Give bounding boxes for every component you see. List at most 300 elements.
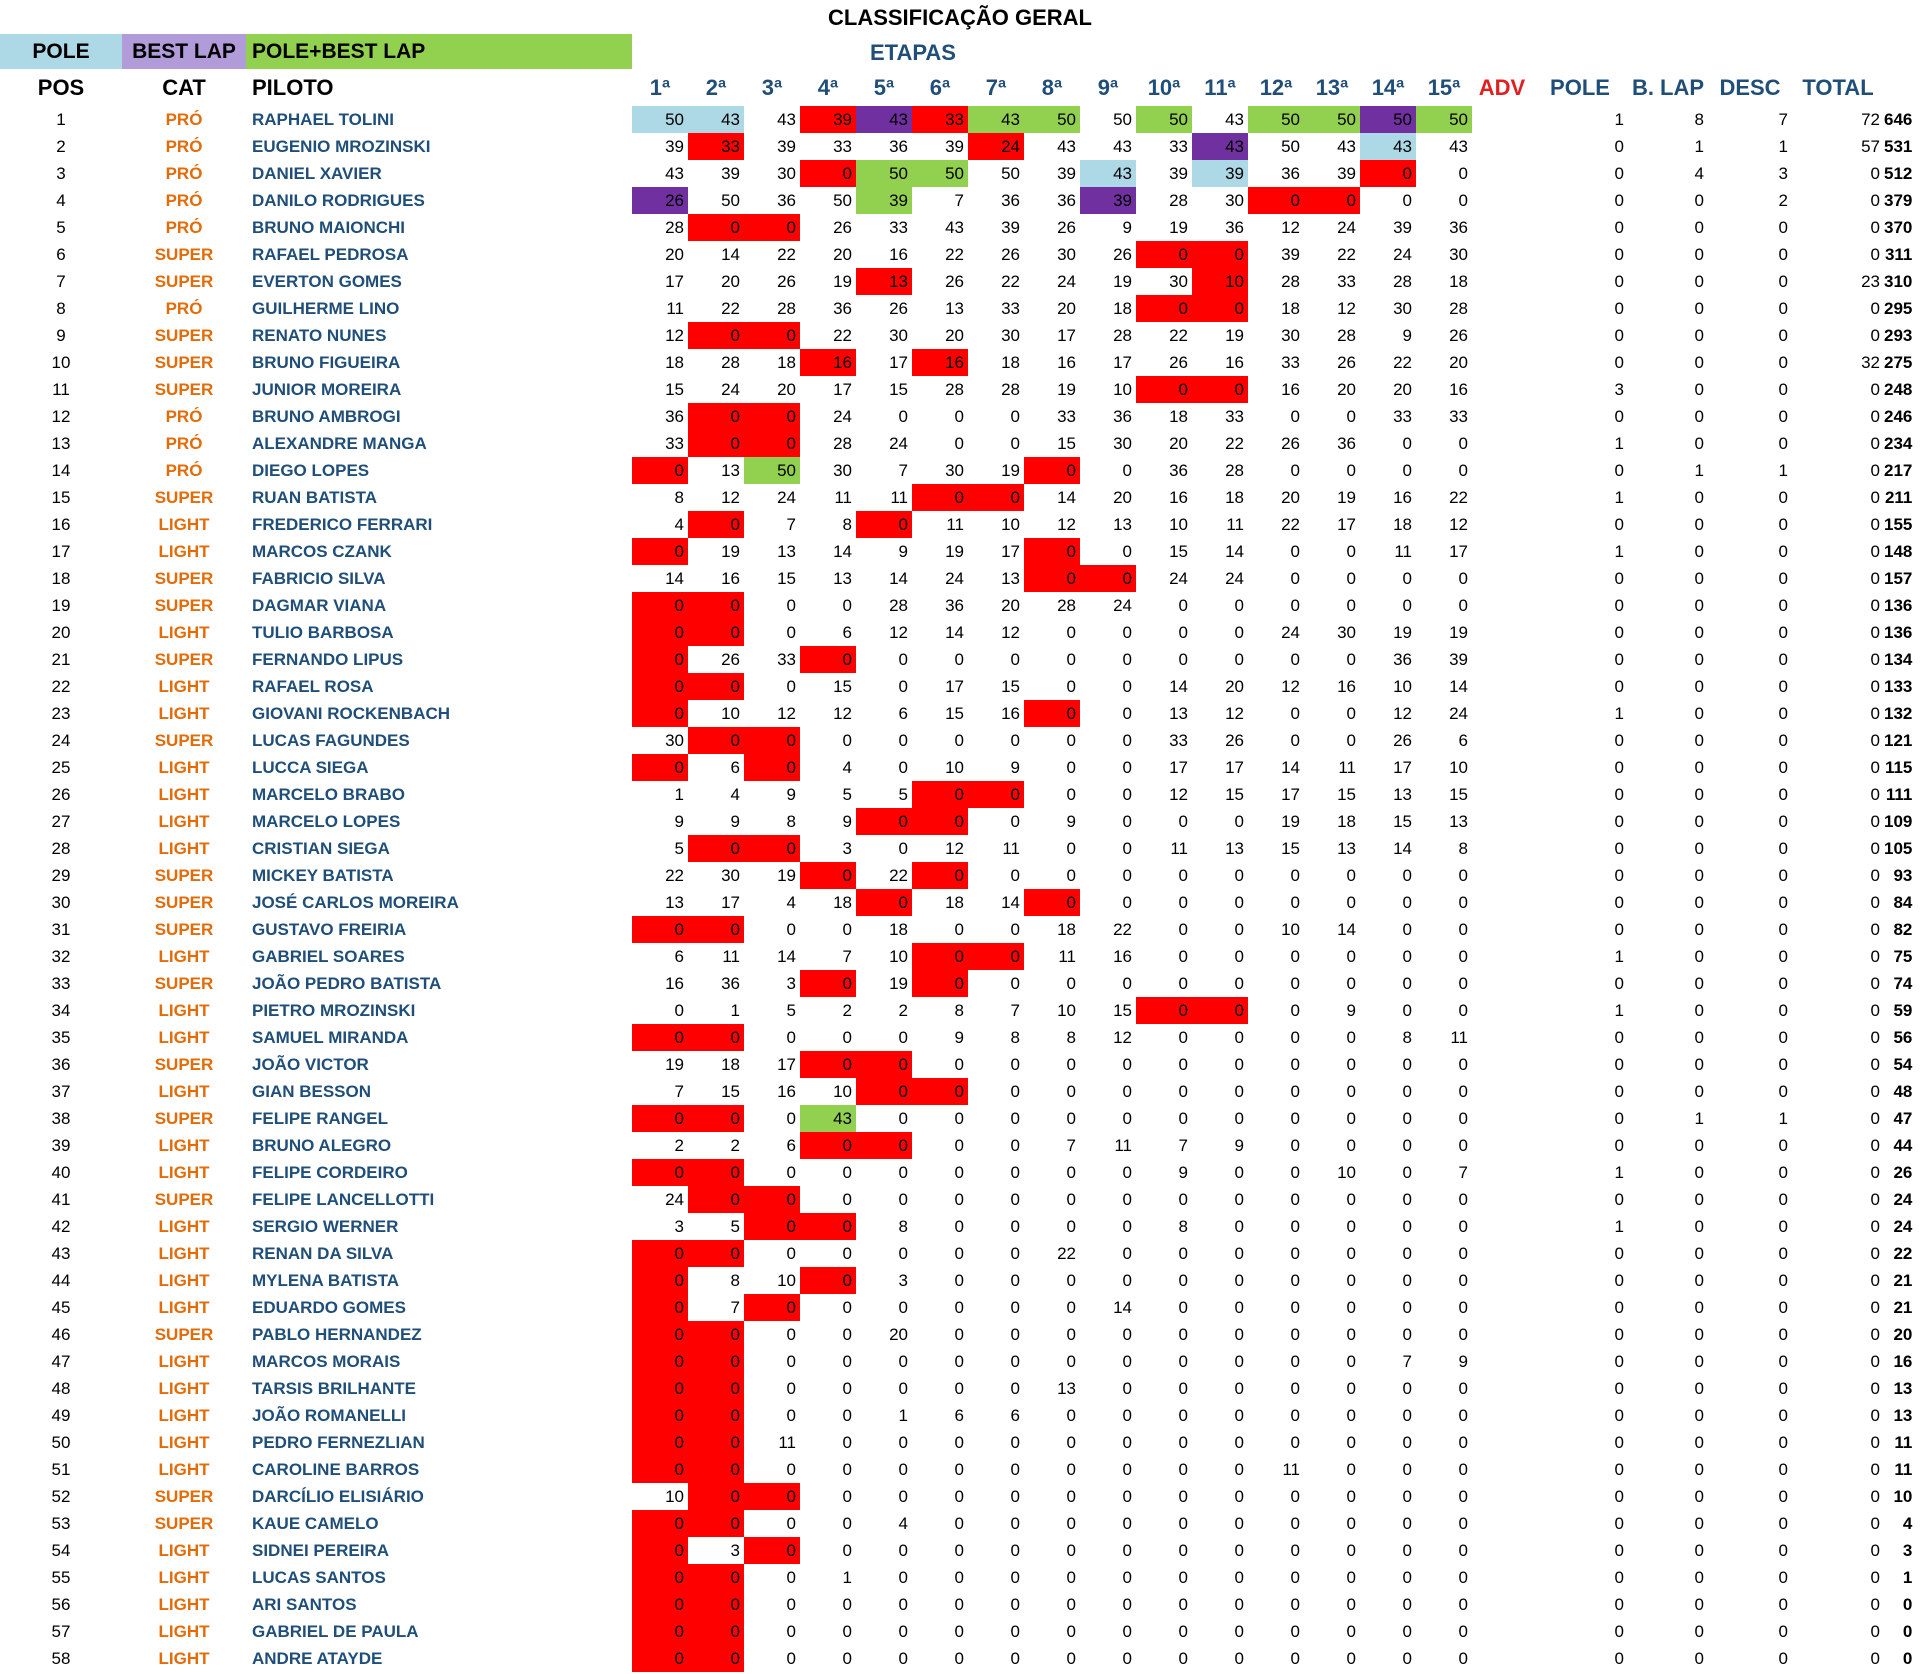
stage-points: 0: [1290, 1108, 1300, 1128]
stage-points: 0: [1178, 811, 1188, 831]
stage-points: 0: [1234, 1216, 1244, 1236]
table-row: [0, 430, 1916, 457]
total-cell: 93: [1893, 865, 1913, 885]
category-cell: LIGHT: [158, 1027, 210, 1047]
stage-points: 0: [1290, 1081, 1300, 1101]
stage-points: 14: [1001, 892, 1020, 912]
extra-count: 1: [1778, 136, 1788, 156]
stage-points: 0: [842, 1189, 852, 1209]
driver-name: BRUNO MAIONCHI: [252, 217, 405, 237]
stage-points: 0: [1458, 1081, 1468, 1101]
pole-count: 0: [1614, 514, 1624, 534]
category-cell: SUPER: [154, 919, 214, 939]
stage-points: 26: [1001, 244, 1020, 264]
total-cell: 134: [1884, 649, 1913, 669]
stage-points: 28: [945, 379, 964, 399]
pos-cell: 16: [51, 514, 71, 534]
adv-cell: [1472, 970, 1532, 997]
desc-cell: 0: [1870, 541, 1880, 561]
adv-cell: [1472, 1402, 1532, 1429]
stage-points: 1: [730, 1000, 740, 1020]
stage-points: 15: [945, 703, 964, 723]
header-stage: 1ª: [649, 75, 671, 100]
desc-cell: 0: [1870, 811, 1880, 831]
best-lap-count: 0: [1694, 1513, 1704, 1533]
driver-name: JOSÉ CARLOS MOREIRA: [252, 892, 459, 912]
stage-points: 19: [1113, 271, 1132, 291]
extra-count: 0: [1778, 379, 1788, 399]
best-lap-count: 0: [1694, 973, 1704, 993]
stage-points: 0: [786, 1243, 796, 1263]
desc-cell: 0: [1870, 892, 1880, 912]
stage-points: 16: [912, 349, 968, 376]
extra-count: 0: [1778, 1594, 1788, 1614]
stage-points: 0: [1178, 1594, 1188, 1614]
adv-cell: [1472, 997, 1532, 1024]
total-cell: 136: [1884, 595, 1913, 615]
stage-points: 16: [1113, 946, 1132, 966]
stage-points: 0: [1290, 1594, 1300, 1614]
adv-cell: [1472, 1348, 1532, 1375]
stage-points: 1: [674, 784, 684, 804]
stage-points: 20: [665, 244, 684, 264]
stage-points: 14: [721, 244, 740, 264]
stage-points: 0: [1290, 1513, 1300, 1533]
stage-points: 0: [632, 1456, 688, 1483]
stage-points: 17: [1113, 352, 1132, 372]
best-lap-count: 0: [1694, 811, 1704, 831]
stage-points: 26: [777, 271, 796, 291]
stage-points: 0: [1458, 1405, 1468, 1425]
desc-cell: 0: [1870, 784, 1880, 804]
extra-count: 0: [1778, 1216, 1788, 1236]
table-row: [0, 565, 1916, 592]
stage-points: 10: [1057, 1000, 1076, 1020]
extra-count: 0: [1778, 1162, 1788, 1182]
stage-points: 9: [954, 1027, 964, 1047]
pos-cell: 55: [51, 1567, 71, 1587]
stage-points: 0: [1346, 1567, 1356, 1587]
pole-count: 0: [1614, 757, 1624, 777]
table-row: [0, 1429, 1916, 1456]
header-stage: 2ª: [705, 75, 727, 100]
stage-points: 0: [688, 835, 744, 862]
stage-points: 0: [912, 943, 968, 970]
stage-points: 22: [889, 865, 908, 885]
desc-cell: 0: [1870, 1108, 1880, 1128]
stage-points: 0: [1192, 295, 1248, 322]
stage-points: 0: [1010, 919, 1020, 939]
stage-points: 50: [1024, 106, 1080, 133]
category-cell: PRÓ: [165, 136, 203, 156]
stage-points: 12: [665, 325, 684, 345]
pos-cell: 4: [56, 190, 66, 210]
stage-points: 9: [1346, 1000, 1356, 1020]
best-lap-count: 0: [1694, 1243, 1704, 1263]
stage-points: 6: [786, 1135, 796, 1155]
driver-name: PEDRO FERNEZLIAN: [252, 1432, 425, 1452]
stage-points: 8: [786, 811, 796, 831]
stage-points: 0: [842, 1648, 852, 1668]
category-cell: LIGHT: [158, 1378, 210, 1398]
stage-points: 18: [1225, 487, 1244, 507]
extra-count: 0: [1778, 568, 1788, 588]
desc-cell: 0: [1870, 379, 1880, 399]
stage-points: 39: [1393, 217, 1412, 237]
pos-cell: 12: [51, 406, 71, 426]
stage-points: 0: [1024, 538, 1080, 565]
stage-points: 20: [1281, 487, 1300, 507]
stage-points: 8: [1402, 1027, 1412, 1047]
stage-points: 0: [1458, 973, 1468, 993]
pole-count: 0: [1614, 1054, 1624, 1074]
pole-count: 1: [1614, 109, 1624, 129]
stage-points: 0: [1234, 1054, 1244, 1074]
driver-name: LUCAS SANTOS: [252, 1567, 386, 1587]
header-row: [0, 70, 1916, 106]
stage-points: 0: [1178, 622, 1188, 642]
stage-points: 0: [786, 1405, 796, 1425]
stage-points: 12: [1281, 676, 1300, 696]
stage-points: 0: [1122, 1378, 1132, 1398]
stage-points: 17: [889, 352, 908, 372]
stage-points: 39: [721, 163, 740, 183]
pole-count: 0: [1614, 271, 1624, 291]
stage-points: 20: [777, 379, 796, 399]
stage-points: 33: [1057, 406, 1076, 426]
driver-name: ANDRE ATAYDE: [252, 1648, 383, 1668]
stage-points: 0: [1178, 946, 1188, 966]
category-cell: SUPER: [154, 352, 214, 372]
page-title: CLASSIFICAÇÃO GERAL: [828, 5, 1092, 30]
stage-points: 0: [1290, 1297, 1300, 1317]
stage-points: 0: [1234, 1459, 1244, 1479]
desc-cell: 0: [1870, 622, 1880, 642]
best-lap-count: 1: [1694, 1108, 1704, 1128]
driver-name: GIAN BESSON: [252, 1081, 372, 1101]
stage-points: 50: [1416, 106, 1472, 133]
stage-points: 0: [912, 781, 968, 808]
best-lap-count: 0: [1694, 622, 1704, 642]
stage-points: 30: [945, 460, 964, 480]
total-cell: 10: [1893, 1486, 1913, 1506]
stage-points: 0: [1290, 1567, 1300, 1587]
total-cell: 1: [1902, 1567, 1913, 1587]
stage-points: 0: [688, 1618, 744, 1645]
stage-points: 11: [778, 1432, 796, 1452]
desc-cell: 0: [1870, 649, 1880, 669]
stage-points: 0: [1066, 1567, 1076, 1587]
stage-points: 0: [1122, 1594, 1132, 1614]
driver-name: LUCCA SIEGA: [252, 757, 369, 777]
stage-points: 0: [898, 1351, 908, 1371]
stage-points: 0: [688, 1375, 744, 1402]
stage-points: 0: [1290, 460, 1300, 480]
stage-points: 6: [1010, 1405, 1020, 1425]
desc-cell: 0: [1870, 1378, 1880, 1398]
best-lap-count: 0: [1694, 352, 1704, 372]
stage-points: 0: [1136, 241, 1192, 268]
adv-cell: [1472, 1645, 1532, 1672]
stage-points: 0: [1010, 1378, 1020, 1398]
pole-count: 0: [1614, 352, 1624, 372]
adv-cell: [1472, 916, 1532, 943]
extra-count: 7: [1778, 109, 1788, 129]
stage-points: 0: [1346, 1594, 1356, 1614]
total-cell: 293: [1884, 325, 1913, 345]
pos-cell: 58: [51, 1648, 71, 1668]
stage-points: 0: [1066, 1486, 1076, 1506]
best-lap-count: 0: [1694, 433, 1704, 453]
pos-cell: 36: [51, 1054, 71, 1074]
desc-cell: 0: [1870, 757, 1880, 777]
best-lap-count: 0: [1694, 757, 1704, 777]
adv-cell: [1472, 1456, 1532, 1483]
stage-points: 12: [1449, 514, 1468, 534]
adv-cell: [1472, 1591, 1532, 1618]
stage-points: 0: [1402, 1567, 1412, 1587]
total-cell: 54: [1893, 1054, 1913, 1074]
table-row: [0, 970, 1916, 997]
stage-points: 30: [1113, 433, 1132, 453]
stage-points: 0: [1010, 811, 1020, 831]
stage-points: 0: [1458, 595, 1468, 615]
stage-points: 0: [842, 1594, 852, 1614]
stage-points: 8: [842, 514, 852, 534]
category-cell: SUPER: [154, 244, 214, 264]
best-lap-count: 1: [1694, 136, 1704, 156]
pole-count: 0: [1614, 784, 1624, 804]
stage-points: 0: [632, 1429, 688, 1456]
stage-points: 0: [1402, 919, 1412, 939]
stage-points: 7: [1178, 1135, 1188, 1155]
stage-points: 17: [665, 271, 684, 291]
stage-points: 0: [1234, 595, 1244, 615]
stage-points: 43: [1225, 109, 1244, 129]
stage-points: 0: [1178, 1297, 1188, 1317]
pole-count: 0: [1614, 919, 1624, 939]
total-cell: 295: [1884, 298, 1913, 318]
stage-points: 0: [1024, 457, 1080, 484]
extra-count: 0: [1778, 622, 1788, 642]
stage-points: 43: [1057, 136, 1076, 156]
category-cell: SUPER: [154, 1324, 214, 1344]
table-row: [0, 511, 1916, 538]
extra-count: 0: [1778, 919, 1788, 939]
stage-points: 17: [1169, 757, 1188, 777]
adv-cell: [1472, 1267, 1532, 1294]
pos-cell: 57: [51, 1621, 71, 1641]
legend-pole: POLE: [0, 34, 122, 69]
desc-cell: 0: [1870, 865, 1880, 885]
stage-points: 0: [1136, 295, 1192, 322]
stage-points: 0: [856, 1051, 912, 1078]
stage-points: 0: [1010, 406, 1020, 426]
stage-points: 0: [968, 943, 1024, 970]
category-cell: LIGHT: [158, 784, 210, 804]
stage-points: 0: [744, 1294, 800, 1321]
driver-name: JOÃO PEDRO BATISTA: [252, 973, 442, 993]
pos-cell: 27: [51, 811, 71, 831]
stage-points: 0: [744, 430, 800, 457]
legend-best-lap: BEST LAP: [122, 34, 246, 69]
stage-points: 0: [688, 322, 744, 349]
category-cell: SUPER: [154, 1108, 214, 1128]
stage-points: 0: [1066, 838, 1076, 858]
table-row: [0, 1375, 1916, 1402]
category-cell: LIGHT: [158, 1000, 210, 1020]
stage-points: 33: [1169, 730, 1188, 750]
driver-name: RUAN BATISTA: [252, 487, 377, 507]
pos-cell: 35: [51, 1027, 71, 1047]
table-row: [0, 1024, 1916, 1051]
stage-points: 0: [1010, 1081, 1020, 1101]
stage-points: 0: [786, 622, 796, 642]
stage-points: 26: [1169, 352, 1188, 372]
stage-points: 30: [1449, 244, 1468, 264]
pole-count: 0: [1614, 1135, 1624, 1155]
pole-count: 1: [1614, 433, 1624, 453]
stage-points: 0: [1234, 865, 1244, 885]
total-cell: 512: [1884, 163, 1913, 183]
driver-name: MARCOS CZANK: [252, 541, 392, 561]
category-cell: LIGHT: [158, 1297, 210, 1317]
desc-cell: 0: [1870, 1459, 1880, 1479]
total-cell: 4: [1902, 1513, 1913, 1533]
stage-points: 0: [1346, 865, 1356, 885]
stage-points: 0: [1066, 865, 1076, 885]
stage-points: 0: [688, 727, 744, 754]
stage-points: 20: [1169, 433, 1188, 453]
pos-cell: 17: [51, 541, 71, 561]
stage-points: 0: [1346, 1297, 1356, 1317]
stage-points: 0: [1234, 622, 1244, 642]
stage-points: 22: [1337, 244, 1356, 264]
stage-points: 0: [1290, 946, 1300, 966]
stage-points: 0: [1402, 1459, 1412, 1479]
stage-points: 0: [632, 1348, 688, 1375]
driver-name: LUCAS FAGUNDES: [252, 730, 410, 750]
desc-cell: 0: [1870, 1513, 1880, 1533]
stage-points: 0: [1458, 1297, 1468, 1317]
desc-cell: 0: [1870, 1000, 1880, 1020]
pole-count: 0: [1614, 1270, 1624, 1290]
header-stage: 12ª: [1259, 75, 1293, 100]
extra-count: 0: [1778, 1432, 1788, 1452]
pole-count: 1: [1614, 1162, 1624, 1182]
stage-points: 0: [688, 619, 744, 646]
extra-count: 0: [1778, 244, 1788, 264]
category-cell: SUPER: [154, 271, 214, 291]
stage-points: 28: [721, 352, 740, 372]
best-lap-count: 0: [1694, 1648, 1704, 1668]
stage-points: 0: [1290, 1000, 1300, 1020]
stage-points: 0: [632, 1159, 688, 1186]
stage-points: 0: [1122, 1081, 1132, 1101]
category-cell: PRÓ: [165, 460, 203, 480]
stage-points: 0: [688, 430, 744, 457]
category-cell: LIGHT: [158, 811, 210, 831]
stage-points: 0: [1402, 946, 1412, 966]
stage-points: 0: [1346, 1378, 1356, 1398]
best-lap-count: 0: [1694, 1216, 1704, 1236]
adv-cell: [1472, 511, 1532, 538]
pos-cell: 9: [56, 325, 66, 345]
stage-points: 3: [842, 838, 852, 858]
stage-points: 0: [842, 595, 852, 615]
stage-points: 0: [1234, 1243, 1244, 1263]
category-cell: LIGHT: [158, 622, 210, 642]
driver-name: GIOVANI ROCKENBACH: [252, 703, 451, 723]
stage-points: 0: [1122, 1540, 1132, 1560]
stage-points: 9: [898, 541, 908, 561]
stage-points: 13: [1169, 703, 1188, 723]
category-cell: LIGHT: [158, 1243, 210, 1263]
desc-cell: 0: [1870, 1621, 1880, 1641]
stage-points: 0: [632, 754, 688, 781]
driver-name: MARCELO LOPES: [252, 811, 401, 831]
best-lap-count: 0: [1694, 1162, 1704, 1182]
stage-points: 11: [1170, 838, 1188, 858]
best-lap-count: 0: [1694, 865, 1704, 885]
stage-points: 14: [1169, 676, 1188, 696]
stage-points: 0: [1346, 1243, 1356, 1263]
extra-count: 0: [1778, 784, 1788, 804]
adv-cell: [1472, 1024, 1532, 1051]
stage-points: 15: [665, 379, 684, 399]
best-lap-count: 0: [1694, 1081, 1704, 1101]
best-lap-count: 0: [1694, 1324, 1704, 1344]
driver-name: RENAN DA SILVA: [252, 1243, 394, 1263]
pos-cell: 47: [51, 1351, 71, 1371]
stage-points: 39: [665, 136, 684, 156]
driver-name: DIEGO LOPES: [252, 460, 370, 480]
stage-points: 0: [1178, 919, 1188, 939]
stage-points: 0: [1010, 1108, 1020, 1128]
stage-points: 0: [954, 1648, 964, 1668]
stage-points: 0: [1402, 1000, 1412, 1020]
stage-points: 18: [1001, 352, 1020, 372]
stage-points: 0: [786, 919, 796, 939]
extra-count: 0: [1778, 541, 1788, 561]
table-row: [0, 673, 1916, 700]
stage-points: 0: [1458, 1000, 1468, 1020]
stage-points: 17: [1281, 784, 1300, 804]
adv-cell: [1472, 1186, 1532, 1213]
total-cell: 0: [1902, 1621, 1913, 1641]
stage-points: 13: [945, 298, 964, 318]
stage-points: 0: [1010, 865, 1020, 885]
etapas-label: ETAPAS: [870, 40, 956, 65]
stage-points: 0: [1402, 1189, 1412, 1209]
best-lap-count: 0: [1694, 217, 1704, 237]
stage-points: 5: [842, 784, 852, 804]
stage-points: 0: [1402, 892, 1412, 912]
driver-name: FREDERICO FERRARI: [252, 514, 433, 534]
stage-points: 30: [721, 865, 740, 885]
extra-count: 0: [1778, 1486, 1788, 1506]
stage-points: 24: [1113, 595, 1132, 615]
stage-points: 0: [1178, 1108, 1188, 1128]
stage-points: 19: [1393, 622, 1412, 642]
stage-points: 0: [1010, 1486, 1020, 1506]
stage-points: 0: [1136, 376, 1192, 403]
category-cell: SUPER: [154, 865, 214, 885]
stage-points: 0: [1178, 1540, 1188, 1560]
table-row: [0, 1537, 1916, 1564]
stage-points: 36: [721, 973, 740, 993]
stage-points: 0: [898, 1648, 908, 1668]
